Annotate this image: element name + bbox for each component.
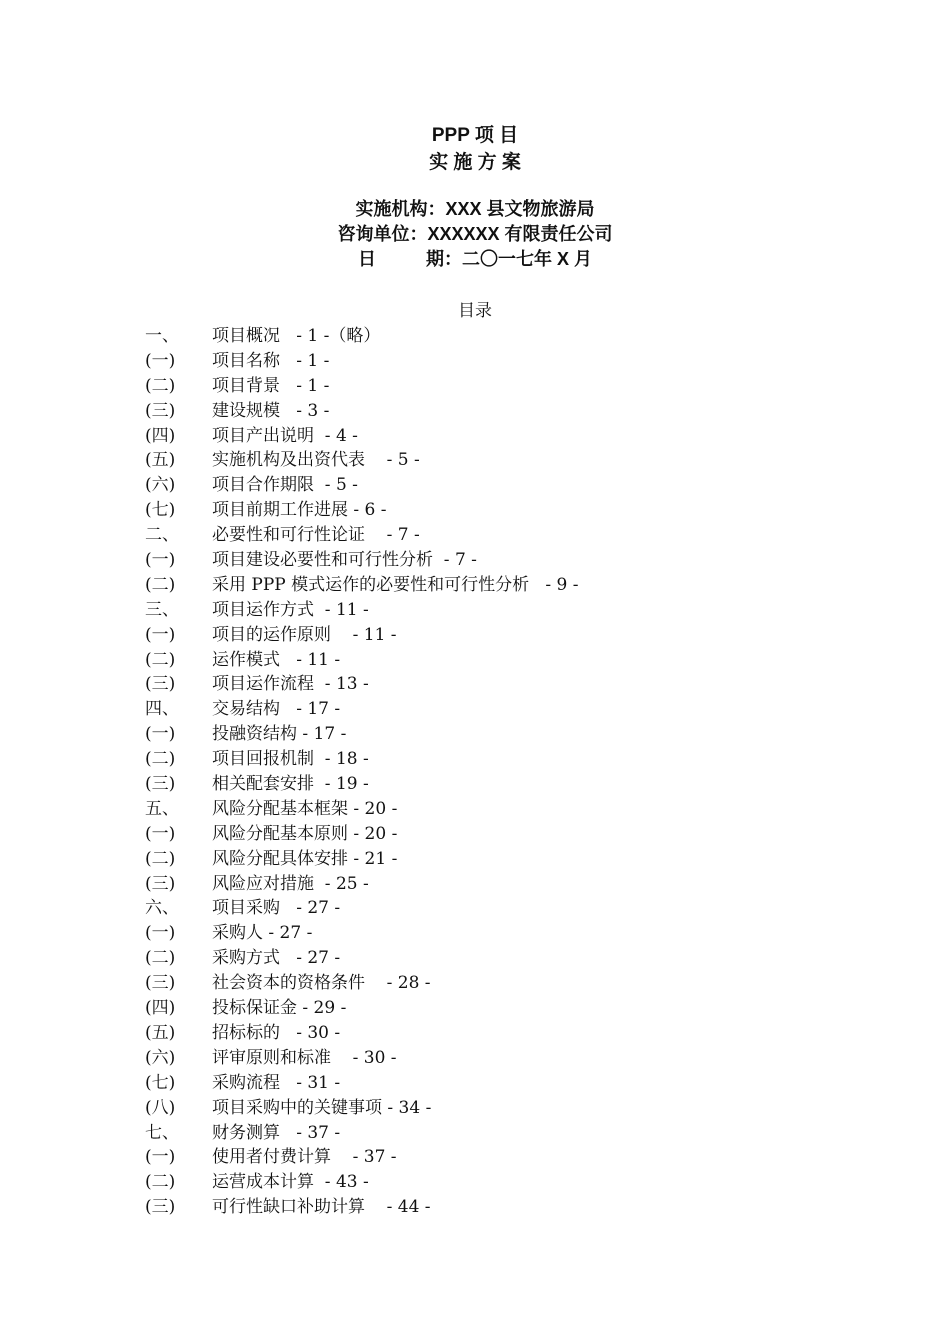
toc-entry[interactable] <box>145 1021 845 1046</box>
toc-heading: 目录 <box>458 301 492 321</box>
toc-entry-number: (一) <box>145 624 176 645</box>
toc-entry[interactable] <box>145 872 845 897</box>
toc-entry-text: 评审原则和标准 - 30 - <box>212 1047 397 1068</box>
toc-entry-number: 四、 <box>145 699 179 720</box>
toc-entry-text: 项目运作流程 - 13 - <box>212 674 369 695</box>
toc-entry[interactable] <box>145 1046 845 1071</box>
toc-entry-number: (二) <box>145 848 176 869</box>
toc-entry[interactable] <box>145 896 845 921</box>
title-line-1: PPP 项 目 <box>431 125 519 146</box>
toc-entry-number: (三) <box>145 674 176 695</box>
toc-entry[interactable] <box>145 623 845 648</box>
toc-entry-number: (三) <box>145 400 176 421</box>
toc-entry-number: (七) <box>145 500 176 521</box>
toc-entry-number: (三) <box>145 873 176 894</box>
toc-entry-number: (三) <box>145 774 176 795</box>
toc-entry[interactable] <box>145 374 845 399</box>
toc-entry-number: (五) <box>145 450 176 471</box>
toc-entry-number: (五) <box>145 1022 176 1043</box>
toc-entry[interactable] <box>145 946 845 971</box>
toc-entry[interactable] <box>145 847 845 872</box>
toc-entry-number: (二) <box>145 948 176 969</box>
toc-entry-text: 招标标的 - 30 - <box>212 1022 341 1043</box>
toc-entry[interactable] <box>145 448 845 473</box>
table-of-contents <box>145 324 845 1220</box>
implementing-agency: 实施机构：XXX 县文物旅游局 <box>355 199 595 219</box>
toc-entry-text: 采用 PPP 模式运作的必要性和可行性分析 - 9 - <box>212 574 579 595</box>
toc-entry-number: (一) <box>145 350 176 371</box>
toc-entry[interactable] <box>145 747 845 772</box>
toc-entry-text: 采购人 - 27 - <box>212 923 313 944</box>
toc-entry[interactable] <box>145 822 845 847</box>
toc-entry-number: (四) <box>145 425 176 446</box>
toc-entry-text: 采购方式 - 27 - <box>212 948 341 969</box>
toc-entry-text: 运营成本计算 - 43 - <box>212 1172 369 1193</box>
toc-entry[interactable] <box>145 1195 845 1220</box>
toc-entry-text: 可行性缺口补助计算 - 44 - <box>212 1197 431 1218</box>
toc-entry[interactable] <box>145 498 845 523</box>
toc-entry-text: 项目背景 - 1 - <box>212 375 330 396</box>
toc-entry-text: 项目名称 - 1 - <box>212 350 330 371</box>
toc-entry[interactable] <box>145 971 845 996</box>
toc-entry-text: 项目采购 - 27 - <box>212 898 341 919</box>
toc-entry-number: (一) <box>145 550 176 571</box>
toc-entry[interactable] <box>145 473 845 498</box>
toc-entry-number: 三、 <box>145 599 179 620</box>
toc-entry-text: 投标保证金 - 29 - <box>212 998 347 1019</box>
toc-entry-text: 社会资本的资格条件 - 28 - <box>212 973 431 994</box>
toc-entry-number: (八) <box>145 1097 176 1118</box>
document-meta <box>0 197 950 272</box>
toc-entry-text: 风险分配基本原则 - 20 - <box>212 823 398 844</box>
toc-entry[interactable] <box>145 424 845 449</box>
toc-entry-text: 财务测算 - 37 - <box>212 1122 341 1143</box>
toc-entry[interactable] <box>145 722 845 747</box>
toc-entry[interactable] <box>145 996 845 1021</box>
toc-entry[interactable] <box>145 548 845 573</box>
toc-entry-number: 一、 <box>145 326 179 346</box>
title-line-2: 实 施 方 案 <box>429 152 521 173</box>
document-title <box>0 122 950 176</box>
toc-entry-number: (二) <box>145 749 176 770</box>
toc-entry-text: 项目采购中的关键事项 - 34 - <box>212 1097 432 1118</box>
toc-entry-number: (二) <box>145 649 176 670</box>
toc-entry-text: 项目回报机制 - 18 - <box>212 749 369 770</box>
consultant: 咨询单位：XXXXXX 有限责任公司 <box>337 224 613 244</box>
toc-entry-text: 风险分配具体安排 - 21 - <box>212 848 398 869</box>
toc-entry-number: 五、 <box>145 798 179 819</box>
toc-entry[interactable] <box>145 349 845 374</box>
toc-entry-text: 运作模式 - 11 - <box>212 649 341 670</box>
toc-entry-number: (一) <box>145 1147 176 1168</box>
toc-entry[interactable] <box>145 1145 845 1170</box>
toc-entry-number: (三) <box>145 1197 176 1218</box>
toc-entry[interactable] <box>145 399 845 424</box>
toc-entry-number: (六) <box>145 1047 176 1068</box>
toc-entry[interactable] <box>145 697 845 722</box>
toc-entry[interactable] <box>145 523 845 548</box>
toc-entry-text: 项目产出说明 - 4 - <box>212 425 358 446</box>
toc-entry[interactable] <box>145 1096 845 1121</box>
toc-entry[interactable] <box>145 672 845 697</box>
toc-entry-number: 六、 <box>145 898 179 919</box>
toc-entry-number: (三) <box>145 973 176 994</box>
toc-entry-text: 采购流程 - 31 - <box>212 1072 341 1093</box>
toc-entry[interactable] <box>145 1170 845 1195</box>
toc-entry[interactable] <box>145 573 845 598</box>
toc-entry-text: 风险应对措施 - 25 - <box>212 873 369 894</box>
toc-entry-number: (二) <box>145 574 176 595</box>
toc-entry[interactable] <box>145 797 845 822</box>
toc-entry-text: 相关配套安排 - 19 - <box>212 774 369 795</box>
document-date-row <box>0 247 950 272</box>
toc-entry-number: 二、 <box>145 525 179 546</box>
toc-entry-text: 建设规模 - 3 - <box>212 400 330 421</box>
toc-entry-number: (二) <box>145 1172 176 1193</box>
toc-entry-number: (一) <box>145 823 176 844</box>
toc-entry[interactable] <box>145 598 845 623</box>
toc-entry-text: 项目概况 - 1 -（略） <box>212 326 381 346</box>
toc-entry-number: (一) <box>145 724 176 745</box>
toc-entry[interactable] <box>145 921 845 946</box>
toc-entry-number: (二) <box>145 375 176 396</box>
document-date: 日 期：二〇一七年 X 月 <box>357 249 593 269</box>
toc-entry[interactable] <box>145 1071 845 1096</box>
toc-entry[interactable] <box>145 1121 845 1146</box>
toc-entry-text: 项目建设必要性和可行性分析 - 7 - <box>212 550 477 571</box>
toc-entry-number: 七、 <box>145 1122 179 1143</box>
toc-entry-text: 投融资结构 - 17 - <box>212 724 347 745</box>
toc-entry-text: 交易结构 - 17 - <box>212 699 341 720</box>
toc-entry-number: (一) <box>145 923 176 944</box>
toc-entry[interactable] <box>145 648 845 673</box>
toc-entry-text: 项目合作期限 - 5 - <box>212 475 358 496</box>
toc-entry-text: 必要性和可行性论证 - 7 - <box>212 525 420 546</box>
toc-entry-text: 项目运作方式 - 11 - <box>212 599 369 620</box>
toc-entry-text: 项目的运作原则 - 11 - <box>212 624 397 645</box>
toc-entry-number: (四) <box>145 998 176 1019</box>
toc-entry-text: 项目前期工作进展 - 6 - <box>212 500 387 521</box>
toc-entry-text: 使用者付费计算 - 37 - <box>212 1147 397 1168</box>
toc-entry-number: (六) <box>145 475 176 496</box>
toc-entry-text: 实施机构及出资代表 - 5 - <box>212 450 420 471</box>
toc-entry-text: 风险分配基本框架 - 20 - <box>212 798 398 819</box>
toc-entry[interactable] <box>145 772 845 797</box>
toc-entry[interactable] <box>145 324 845 349</box>
toc-entry-number: (七) <box>145 1072 176 1093</box>
